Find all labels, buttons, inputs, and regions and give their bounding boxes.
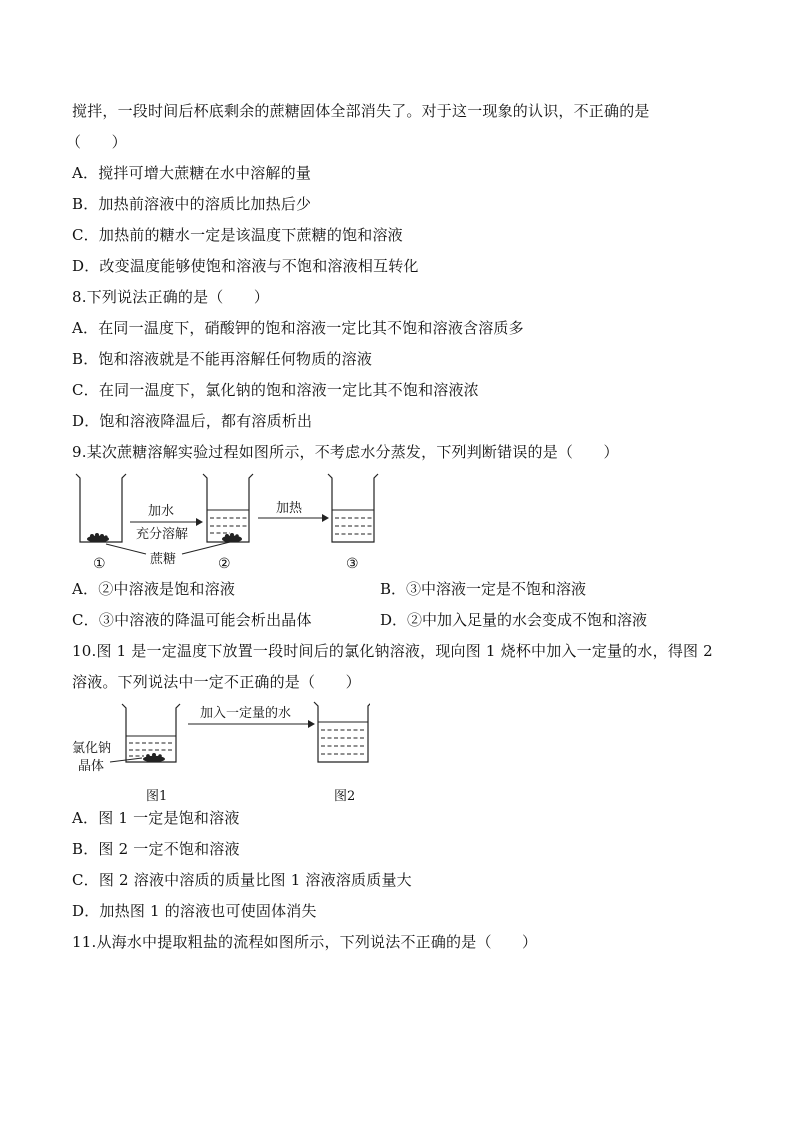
beaker-2 [203, 474, 253, 542]
sugar-crystals-2 [222, 533, 242, 543]
sugar-label: 蔗糖 [150, 552, 177, 567]
q11-stem: 11.从海水中提取粗盐的流程如图所示，下列说法不正确的是（ ） [72, 933, 538, 951]
q9-option-d: D．②中加入足量的水会变成不饱和溶液 [380, 611, 648, 629]
water-lines-3 [332, 510, 374, 534]
q8-option-d: D．饱和溶液降温后，都有溶质析出 [72, 412, 313, 430]
crystal-label-line1: 氯化钠 [72, 741, 112, 756]
q10-option-d: D．加热图 1 的溶液也可使固体消失 [72, 902, 317, 920]
sugar-pointer-right [182, 542, 230, 554]
q10-stem-line2: 溶液。下列说法中一定不正确的是（ ） [72, 673, 361, 691]
q10-stem-line1: 10.图 1 是一定温度下放置一段时间后的氯化钠溶液，现向图 1 烧杯中加入一定量的水，得图 2 [72, 642, 713, 660]
water-lines-2 [207, 510, 249, 533]
fig2-beaker [314, 702, 370, 762]
fig1-beaker [122, 704, 180, 762]
q9-option-a: A．②中溶液是饱和溶液 [72, 580, 236, 598]
fig1-caption: 图1 [146, 789, 168, 804]
q8-option-a: A．在同一温度下，硝酸钾的饱和溶液一定比其不饱和溶液含溶质多 [72, 319, 524, 337]
q7-option-b: B．加热前溶液中的溶质比加热后少 [72, 195, 312, 213]
q10-option-c: C．图 2 溶液中溶质的质量比图 1 溶液溶质质量大 [72, 871, 412, 889]
sugar-crystals-1 [87, 533, 109, 543]
q10-figure [70, 700, 370, 805]
q8-stem: 8.下列说法正确的是（ ） [72, 288, 270, 306]
q10-arrow-label: 加入一定量的水 [200, 706, 292, 721]
q9-figure [70, 470, 390, 575]
q9-option-c: C．③中溶液的降温可能会析出晶体 [72, 611, 312, 629]
arrow1-top-label: 加水 [148, 504, 175, 519]
sugar-pointer-left [106, 544, 146, 554]
q8-option-c: C．在同一温度下，氯化钠的饱和溶液一定比其不饱和溶液浓 [72, 381, 479, 399]
beaker-1 [76, 474, 126, 542]
fig1-crystals [143, 753, 165, 762]
fig2-water-lines [318, 722, 368, 754]
q7-answer-paren: （ ） [66, 133, 127, 151]
beaker-3 [328, 474, 378, 542]
q7-option-d: D．改变温度能够使饱和溶液与不饱和溶液相互转化 [72, 257, 419, 275]
q7-stem: 搅拌，一段时间后杯底剩余的蔗糖固体全部消失了。对于这一现象的认识，不正确的是 [72, 102, 650, 120]
beaker-label-2: ② [218, 556, 231, 572]
fig1-water-lines [126, 736, 176, 756]
q10-option-a: A．图 1 一定是饱和溶液 [72, 809, 240, 827]
q9-option-b: B．③中溶液一定是不饱和溶液 [380, 580, 587, 598]
q7-option-a: A．搅拌可增大蔗糖在水中溶解的量 [72, 164, 312, 182]
fig2-caption: 图2 [334, 789, 356, 804]
arrow2-top-label: 加热 [276, 501, 303, 516]
q9-stem: 9.某次蔗糖溶解实验过程如图所示，不考虑水分蒸发，下列判断错误的是（ ） [72, 443, 619, 461]
beaker-label-3: ③ [346, 556, 359, 572]
arrow1-bottom-label: 充分溶解 [136, 527, 189, 542]
q7-option-c: C．加热前的糖水一定是该温度下蔗糖的饱和溶液 [72, 226, 403, 244]
q10-option-b: B．图 2 一定不饱和溶液 [72, 840, 240, 858]
q8-option-b: B．饱和溶液就是不能再溶解任何物质的溶液 [72, 350, 373, 368]
crystal-label-line2: 晶体 [78, 759, 105, 774]
beaker-label-1: ① [93, 556, 106, 572]
